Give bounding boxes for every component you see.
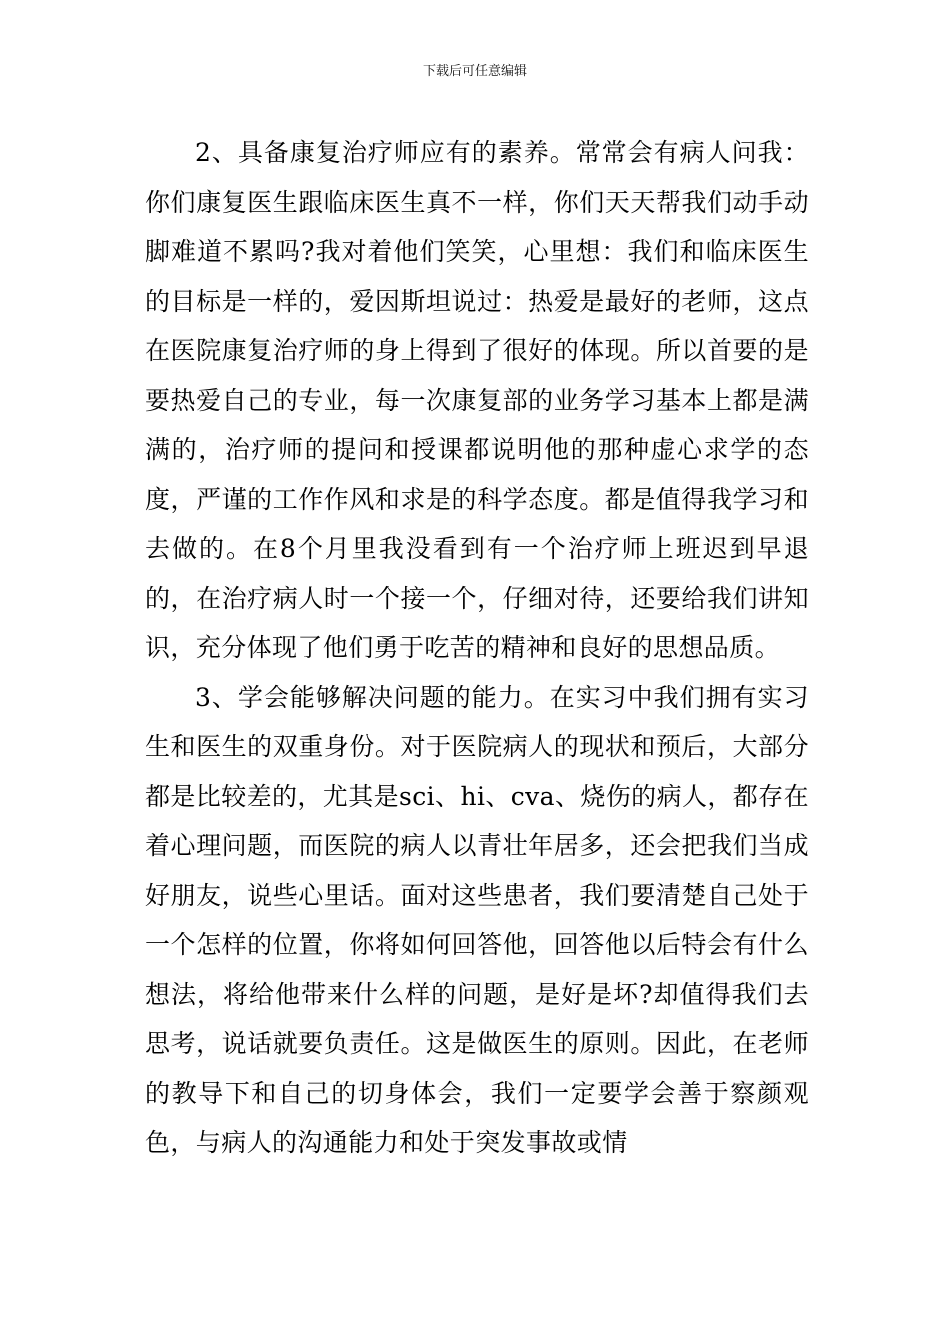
page-header: 下载后可任意编辑 — [422, 64, 527, 79]
paragraph-1: 2、具备康复治疗师应有的素养。常常会有病人问我：你们康复医生跟临床医生真不一样，你们天天帮我们动手动脚难道不累吗?我对着他们笑笑，心里想：我们和临床医生的目标是一样的，爱因斯坦说过：热爱是最好的老师，这点在医院康复治疗师的身上得到了很好的体现。所以首要的是要热爱自己的专业，每一次康复部的业务学习基本上都是满满的，治疗师的提问和授课都说明他的那种虚心求学的态度，严谨的工作作风和求是的科学态度。都是值得我学习和去做的。在8个月里我没看到有一个治疗师上班迟到早退的，在治疗病人时一个接一个，仔细对待，还要给我们讲知识，充分体现了他们勇于吃苦的精神和良好的思想品质。 — [145, 138, 809, 662]
paragraph-2: 3、学会能够解决问题的能力。在实习中我们拥有实习生和医生的双重身份。对于医院病人的现状和预后，大部分都是比较差的，尤其是sci、hi、cva、烧伤的病人，都存在着心理问题，而医院的病人以青壮年居多，还会把我们当成好朋友，说些心里话。面对这些患者，我们要清楚自己处于一个怎样的位置，你将如何回答他，回答他以后特会有什么想法，将给他带来什么样的问题，是好是坏?却值得我们去思考，说话就要负责任。这是做医生的原则。因此，在老师的教导下和自己的切身体会，我们一定要学会善于察颜观色，与病人的沟通能力和处于突发事故或情 — [145, 682, 809, 1157]
document-body — [145, 128, 809, 1168]
